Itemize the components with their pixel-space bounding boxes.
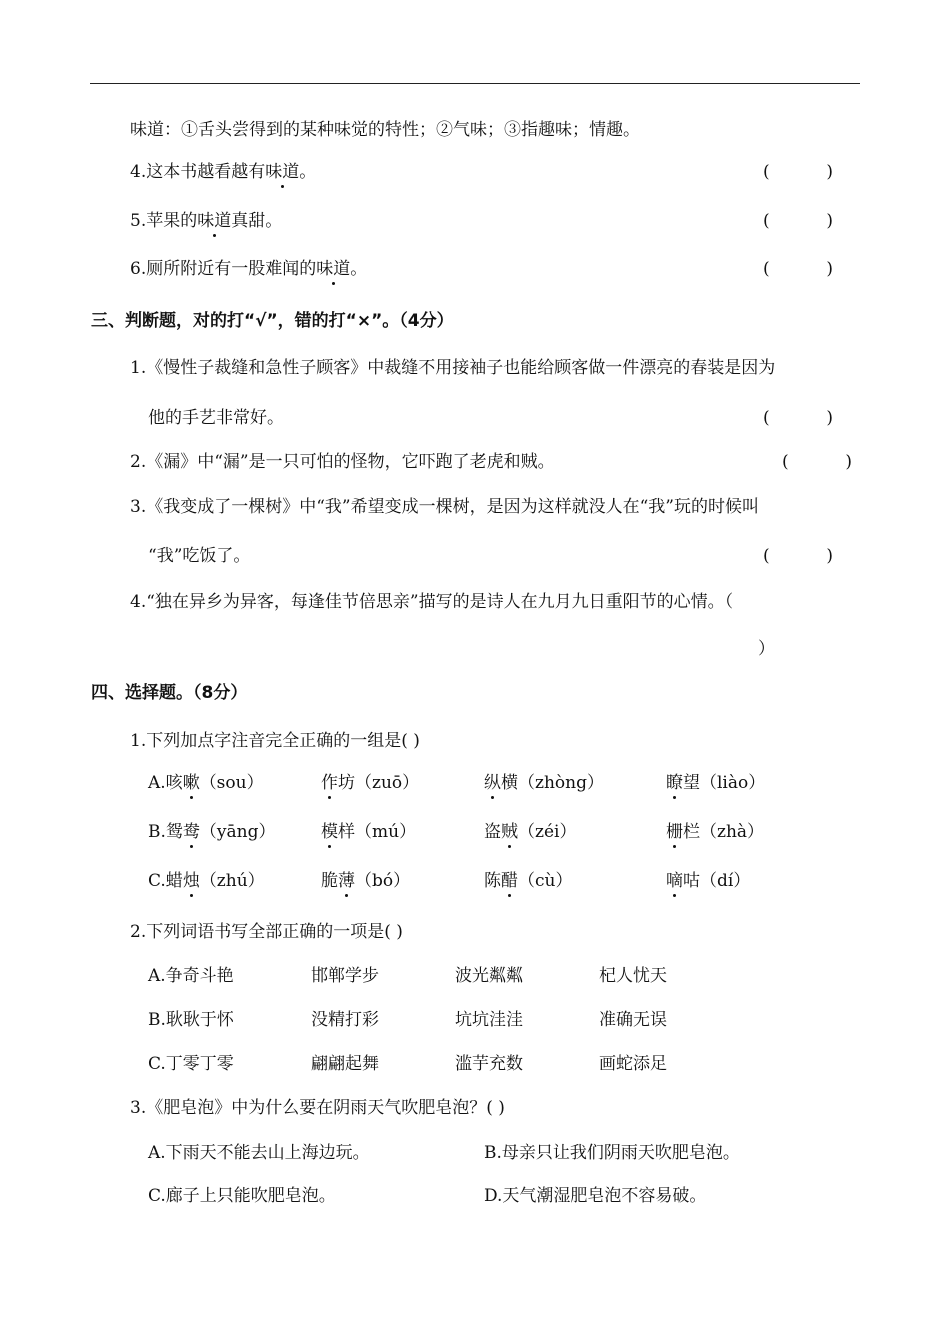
- option-item: 邯郸学步: [311, 966, 379, 986]
- question-item: 3.《肥皂泡》中为什么要在阴雨天气吹肥皂泡？( ): [130, 1098, 505, 1118]
- option-item: 杞人忧天: [599, 966, 667, 986]
- option-item: 模样（mú）: [321, 822, 417, 842]
- option-item: A.咳嗽（sou）: [148, 773, 264, 793]
- question-item: 1.下列加点字注音完全正确的一组是( ): [130, 731, 420, 751]
- option-item: 没精打彩: [311, 1010, 379, 1030]
- question-item: “我”吃饭了。: [148, 546, 251, 566]
- option-item: D.天气潮湿肥皂泡不容易破。: [484, 1186, 707, 1206]
- option-item: C.丁零丁零: [148, 1054, 234, 1074]
- option-item: 陈醋（cù）: [484, 871, 573, 891]
- section-title: 四、选择题。（8分）: [91, 683, 248, 703]
- dotted-word: 味道: [197, 211, 232, 231]
- option-item: 滥芋充数: [455, 1054, 523, 1074]
- option-item: A.争奇斗艳: [148, 966, 234, 986]
- option-item: C.廊子上只能吹肥皂泡。: [148, 1186, 336, 1206]
- answer-blank-close[interactable]: ）: [758, 639, 775, 659]
- question-item: 5.苹果的味道真甜。: [130, 211, 283, 231]
- option-item: 脆薄（bó）: [321, 871, 411, 891]
- option-item: B.鸳鸯（yāng）: [148, 822, 276, 842]
- option-item: 盗贼（zéi）: [484, 822, 577, 842]
- question-item: 2.下列词语书写全部正确的一项是( ): [130, 922, 403, 942]
- question-item: 2.《漏》中“漏”是一只可怕的怪物，它吓跑了老虎和贼。: [130, 452, 555, 472]
- option-item: 瞭望（liào）: [666, 773, 766, 793]
- option-item: A.下雨天不能去山上海边玩。: [148, 1143, 370, 1163]
- dotted-word: 味道: [316, 259, 351, 279]
- option-item: 翩翩起舞: [311, 1054, 379, 1074]
- option-item: B.母亲只让我们阴雨天吹肥皂泡。: [484, 1143, 740, 1163]
- option-item: 栅栏（zhà）: [666, 822, 765, 842]
- option-item: C.蜡烛（zhú）: [148, 871, 265, 891]
- option-item: 准确无误: [599, 1010, 667, 1030]
- definition-line: 味道：①舌头尝得到的某种味觉的特性；②气味；③指趣味；情趣。: [130, 120, 640, 140]
- option-item: 坑坑洼洼: [455, 1010, 523, 1030]
- option-item: 作坊（zuō）: [321, 773, 420, 793]
- question-item: 4.这本书越看越有味道。: [130, 162, 317, 182]
- option-item: 嘀咕（dí）: [666, 871, 751, 891]
- option-item: 纵横（zhòng）: [484, 773, 604, 793]
- question-item: 1.《慢性子裁缝和急性子顾客》中裁缝不用接袖子也能给顾客做一件漂亮的春装是因为: [130, 358, 776, 378]
- option-item: 波光粼粼: [455, 966, 523, 986]
- question-item: 他的手艺非常好。: [148, 408, 284, 428]
- option-item: 画蛇添足: [599, 1054, 667, 1074]
- question-item: 6.厕所附近有一股难闻的味道。: [130, 259, 368, 279]
- question-item: 3.《我变成了一棵树》中“我”希望变成一棵树，是因为这样就没人在“我”玩的时候叫: [130, 497, 759, 517]
- question-item: 4.“独在异乡为异客，每逢佳节倍思亲”描写的是诗人在九月九日重阳节的心情。（: [130, 592, 734, 612]
- option-item: B.耿耿于怀: [148, 1010, 234, 1030]
- section-title: 三、判断题，对的打“√”，错的打“×”。（4分）: [91, 311, 454, 331]
- header-rule: [90, 83, 860, 84]
- dotted-word: 味道: [265, 162, 300, 182]
